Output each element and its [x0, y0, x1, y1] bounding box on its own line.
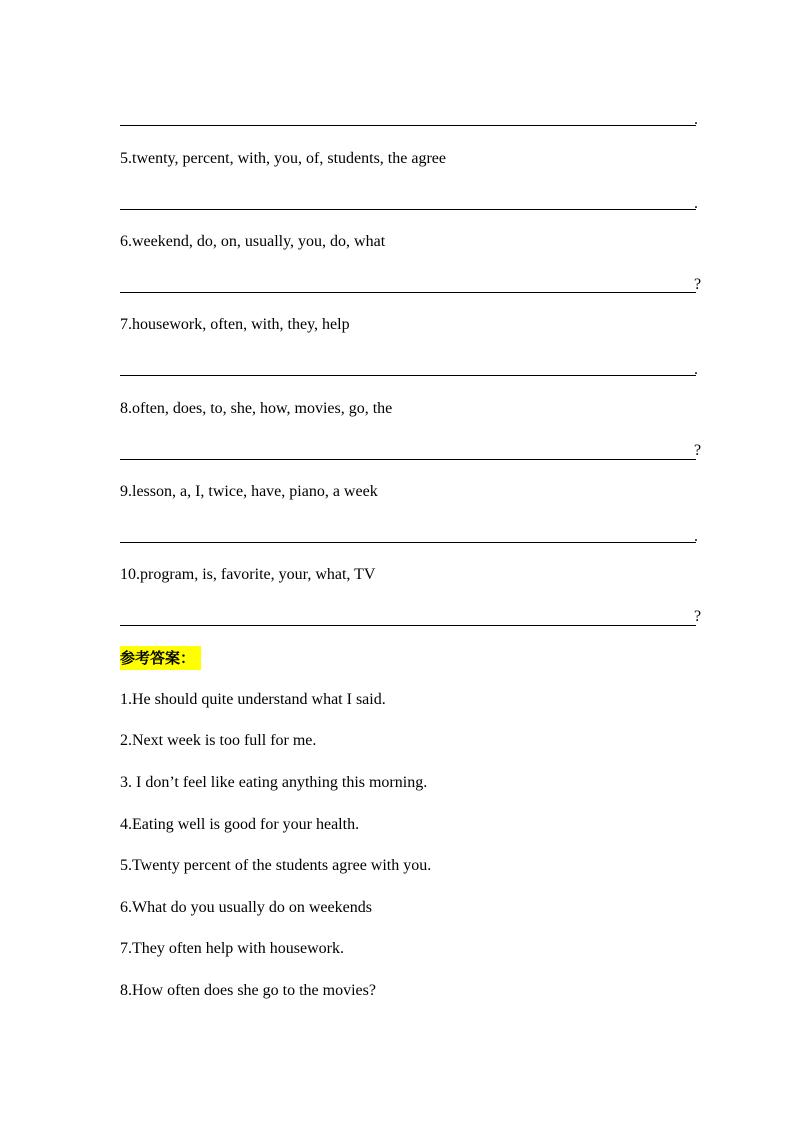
- answer-line[interactable]: [120, 542, 696, 543]
- answer-item: 6.What do you usually do on weekends: [120, 899, 372, 916]
- answer-line[interactable]: [120, 209, 696, 210]
- answer-line[interactable]: [120, 459, 696, 460]
- answer-line[interactable]: [120, 375, 696, 376]
- exercise-prompt: 7.housework, often, with, they, help: [120, 316, 350, 333]
- answer-line[interactable]: [120, 625, 696, 626]
- answer-item: 1.He should quite understand what I said.: [120, 691, 386, 708]
- exercise-prompt: 6.weekend, do, on, usually, you, do, what: [120, 233, 386, 250]
- answer-line[interactable]: [120, 292, 696, 293]
- exercise-prompt: 5.twenty, percent, with, you, of, students, the agree: [120, 150, 446, 167]
- exercise-prompt: 8.often, does, to, she, how, movies, go, the: [120, 400, 393, 417]
- line-end-mark: ?: [694, 276, 702, 293]
- exercise-prompt: 9.lesson, a, I, twice, have, piano, a week: [120, 483, 378, 500]
- line-end-mark: .: [694, 528, 698, 545]
- answer-item: 5.Twenty percent of the students agree with you.: [120, 857, 432, 874]
- line-end-mark: .: [694, 361, 698, 378]
- answer-item: 8.How often does she go to the movies?: [120, 982, 376, 999]
- line-end-mark: .: [694, 195, 698, 212]
- answer-key-heading: 参考答案：: [120, 646, 201, 670]
- line-end-mark: .: [694, 111, 698, 128]
- line-end-mark: ?: [694, 608, 702, 625]
- line-end-mark: ?: [694, 442, 702, 459]
- answer-item: 2.Next week is too full for me.: [120, 732, 317, 749]
- answer-item: 7.They often help with housework.: [120, 940, 344, 957]
- exercise-prompt: 10.program, is, favorite, your, what, TV: [120, 566, 376, 583]
- answer-item: 4.Eating well is good for your health.: [120, 816, 360, 833]
- answer-line[interactable]: [120, 125, 696, 126]
- answer-item: 3. I don’t feel like eating anything this morning.: [120, 774, 428, 791]
